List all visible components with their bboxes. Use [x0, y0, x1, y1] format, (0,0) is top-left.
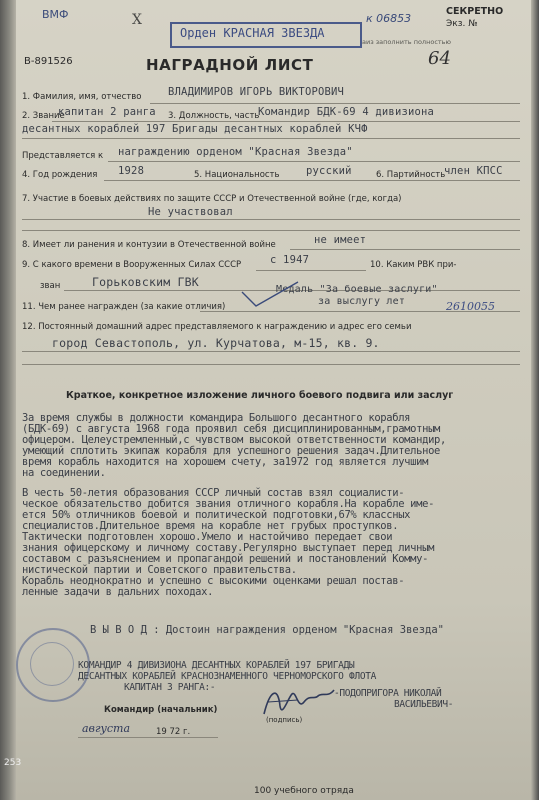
body-line: составом с разъяснением и пропагандой решений и постановлений Комму-: [22, 553, 429, 565]
handwritten-mark: Х: [132, 12, 142, 28]
order-stamp-text: Орден КРАСНАЯ ЗВЕЗДА: [180, 26, 325, 40]
field-4-value: 1928: [118, 165, 145, 177]
conclusion: В Ы В О Д : Достоин награждения орденом "Красная Звезда": [90, 624, 445, 636]
body-line: офицером. Целеустремленный,с чувством высокой ответственности командир,: [22, 434, 446, 446]
check-mark-icon: [240, 280, 300, 310]
body-line: За время службы в должности командира Большого десантного корабля: [22, 412, 411, 424]
field-7-value: Не участвовал: [148, 206, 233, 218]
field-9-label: 9. С какого времени в Вооруженных Силах СССР: [22, 260, 242, 270]
ref-number: к 06853: [366, 12, 412, 25]
body-line: знания офицерскому и личному составу.Регулярно выступает перед личным: [22, 542, 435, 554]
bottom-text: 100 учебного отряда: [254, 786, 354, 796]
document-title: НАГРАДНОЙ ЛИСТ: [146, 56, 314, 74]
signer-rank: КАПИТАН 3 РАНГА:-: [124, 682, 216, 693]
body-line: на соединении.: [22, 467, 106, 479]
signer-title-line-2: ДЕСАНТНЫХ КОРАБЛЕЙ КРАСНОЗНАМЕННОГО ЧЕРНОМОРСКОГО ФЛОТА: [78, 671, 377, 682]
field-9-value: с 1947: [270, 254, 310, 266]
body-line: Корабль неоднократно и успешно с высокими оценками решал постав-: [22, 575, 405, 587]
secret-label: СЕКРЕТНО: [446, 6, 504, 17]
body-line: время корабль находится на хорошем счету, за1972 год является лучшим: [22, 456, 429, 468]
vmf-label: ВМФ: [42, 8, 69, 21]
field-10-value: Горьковским ГВК: [92, 275, 199, 289]
field-3-value-cont: десантных кораблей 197 Бригады десантных кораблей КЧФ: [22, 123, 368, 135]
body-line: ческое обязательство добится звания отличного корабля.На корабле име-: [22, 498, 435, 510]
field-12-value: город Севастополь, ул. Курчатова, м-15, кв. 9.: [52, 336, 380, 350]
commander-label: Командир (начальник): [104, 705, 218, 715]
body-line: В честь 50-летия образования СССР личный состав взял социалисти-: [22, 487, 405, 499]
field-5-label: 5. Национальность: [194, 170, 280, 180]
date-year: 19 72 г.: [156, 727, 191, 737]
field-1-value: ВЛАДИМИРОВ ИГОРЬ ВИКТОРОВИЧ: [168, 86, 345, 98]
body-line: нистической партии и Советского правительства.: [22, 564, 297, 576]
body-line: ленные задачи в дальних походах.: [22, 586, 214, 598]
body-line: ется 50% отличников боевой и политической подготовки,67% классных: [22, 509, 411, 521]
field-3-label: 3. Должность, часть: [168, 111, 260, 121]
body-line: специалистов.Длительное время на корабле нет грубых проступков.: [22, 520, 399, 532]
field-4-label: 4. Год рождения: [22, 170, 98, 180]
signer-name-2: ВАСИЛЬЕВИЧ-: [394, 699, 454, 710]
date-month-hand: августа: [82, 722, 131, 735]
copy-label: Экз. №: [446, 19, 478, 29]
handwritten-signature: [258, 680, 338, 724]
body-line: умеющий сплотить экипаж корабля для успешного решения задач.Длительное: [22, 445, 441, 457]
field-1-label: 1. Фамилия, имя, отчество: [22, 92, 142, 102]
page-edge: [531, 0, 539, 800]
body-line: Тактически подготовлен хорошо.Умело и настойчиво передает свои: [22, 531, 393, 543]
field-3-value: Командир БДК-69 4 дивизиона: [258, 106, 435, 118]
field-11-value: Медаль "За боевые заслуги": [276, 284, 438, 295]
field-6-value: член КПСС: [444, 165, 503, 177]
page-number-hand: 64: [428, 48, 451, 69]
field-8-label: 8. Имеет ли ранения и контузии в Отечественной войне: [22, 240, 276, 250]
archive-number: В-891526: [24, 56, 73, 67]
margin-number: 253: [4, 758, 22, 768]
presented-value: награждению орденом "Красная Звезда": [118, 146, 353, 158]
field-11-hand-number: 2610055: [446, 300, 495, 313]
field-2-value: капитан 2 ранга: [58, 106, 156, 118]
field-10-label-cont: зван: [40, 281, 61, 291]
field-11-value-cont: за выслугу лет: [318, 296, 406, 307]
field-11-label: 11. Чем ранее награжден (за какие отличия): [22, 302, 226, 312]
signature-caption: (подпись): [266, 716, 303, 724]
field-10-label: 10. Каким РВК при-: [370, 260, 457, 270]
seal-emblem: [30, 642, 74, 686]
field-5-value: русский: [306, 165, 352, 177]
field-8-value: не имеет: [314, 234, 367, 246]
field-6-label: 6. Партийность: [376, 170, 446, 180]
body-line: (БДК-69) с августа 1968 года проявил себя дисциплинированным,грамотным: [22, 423, 441, 435]
signer-title-line-1: КОМАНДИР 4 ДИВИЗИОНА ДЕСАНТНЫХ КОРАБЛЕЙ 197 БРИГАДЫ: [78, 660, 355, 671]
field-2-label: 2. Звание: [22, 111, 65, 121]
section-title: Краткое, конкретное изложение личного боевого подвига или заслуг: [66, 390, 454, 401]
signer-name-1: -ПОДОПРИГОРА НИКОЛАЙ: [334, 688, 442, 699]
field-12-label: 12. Постоянный домашний адрес представляемого к награждению и адрес его семьи: [22, 322, 412, 332]
presented-label: Представляется к: [22, 151, 104, 161]
fill-note: аиз заполнить полностью: [362, 38, 451, 46]
binding-edge: [0, 0, 16, 800]
field-7-label: 7. Участие в боевых действиях по защите СССР и Отечественной войне (где, когда): [22, 194, 402, 204]
